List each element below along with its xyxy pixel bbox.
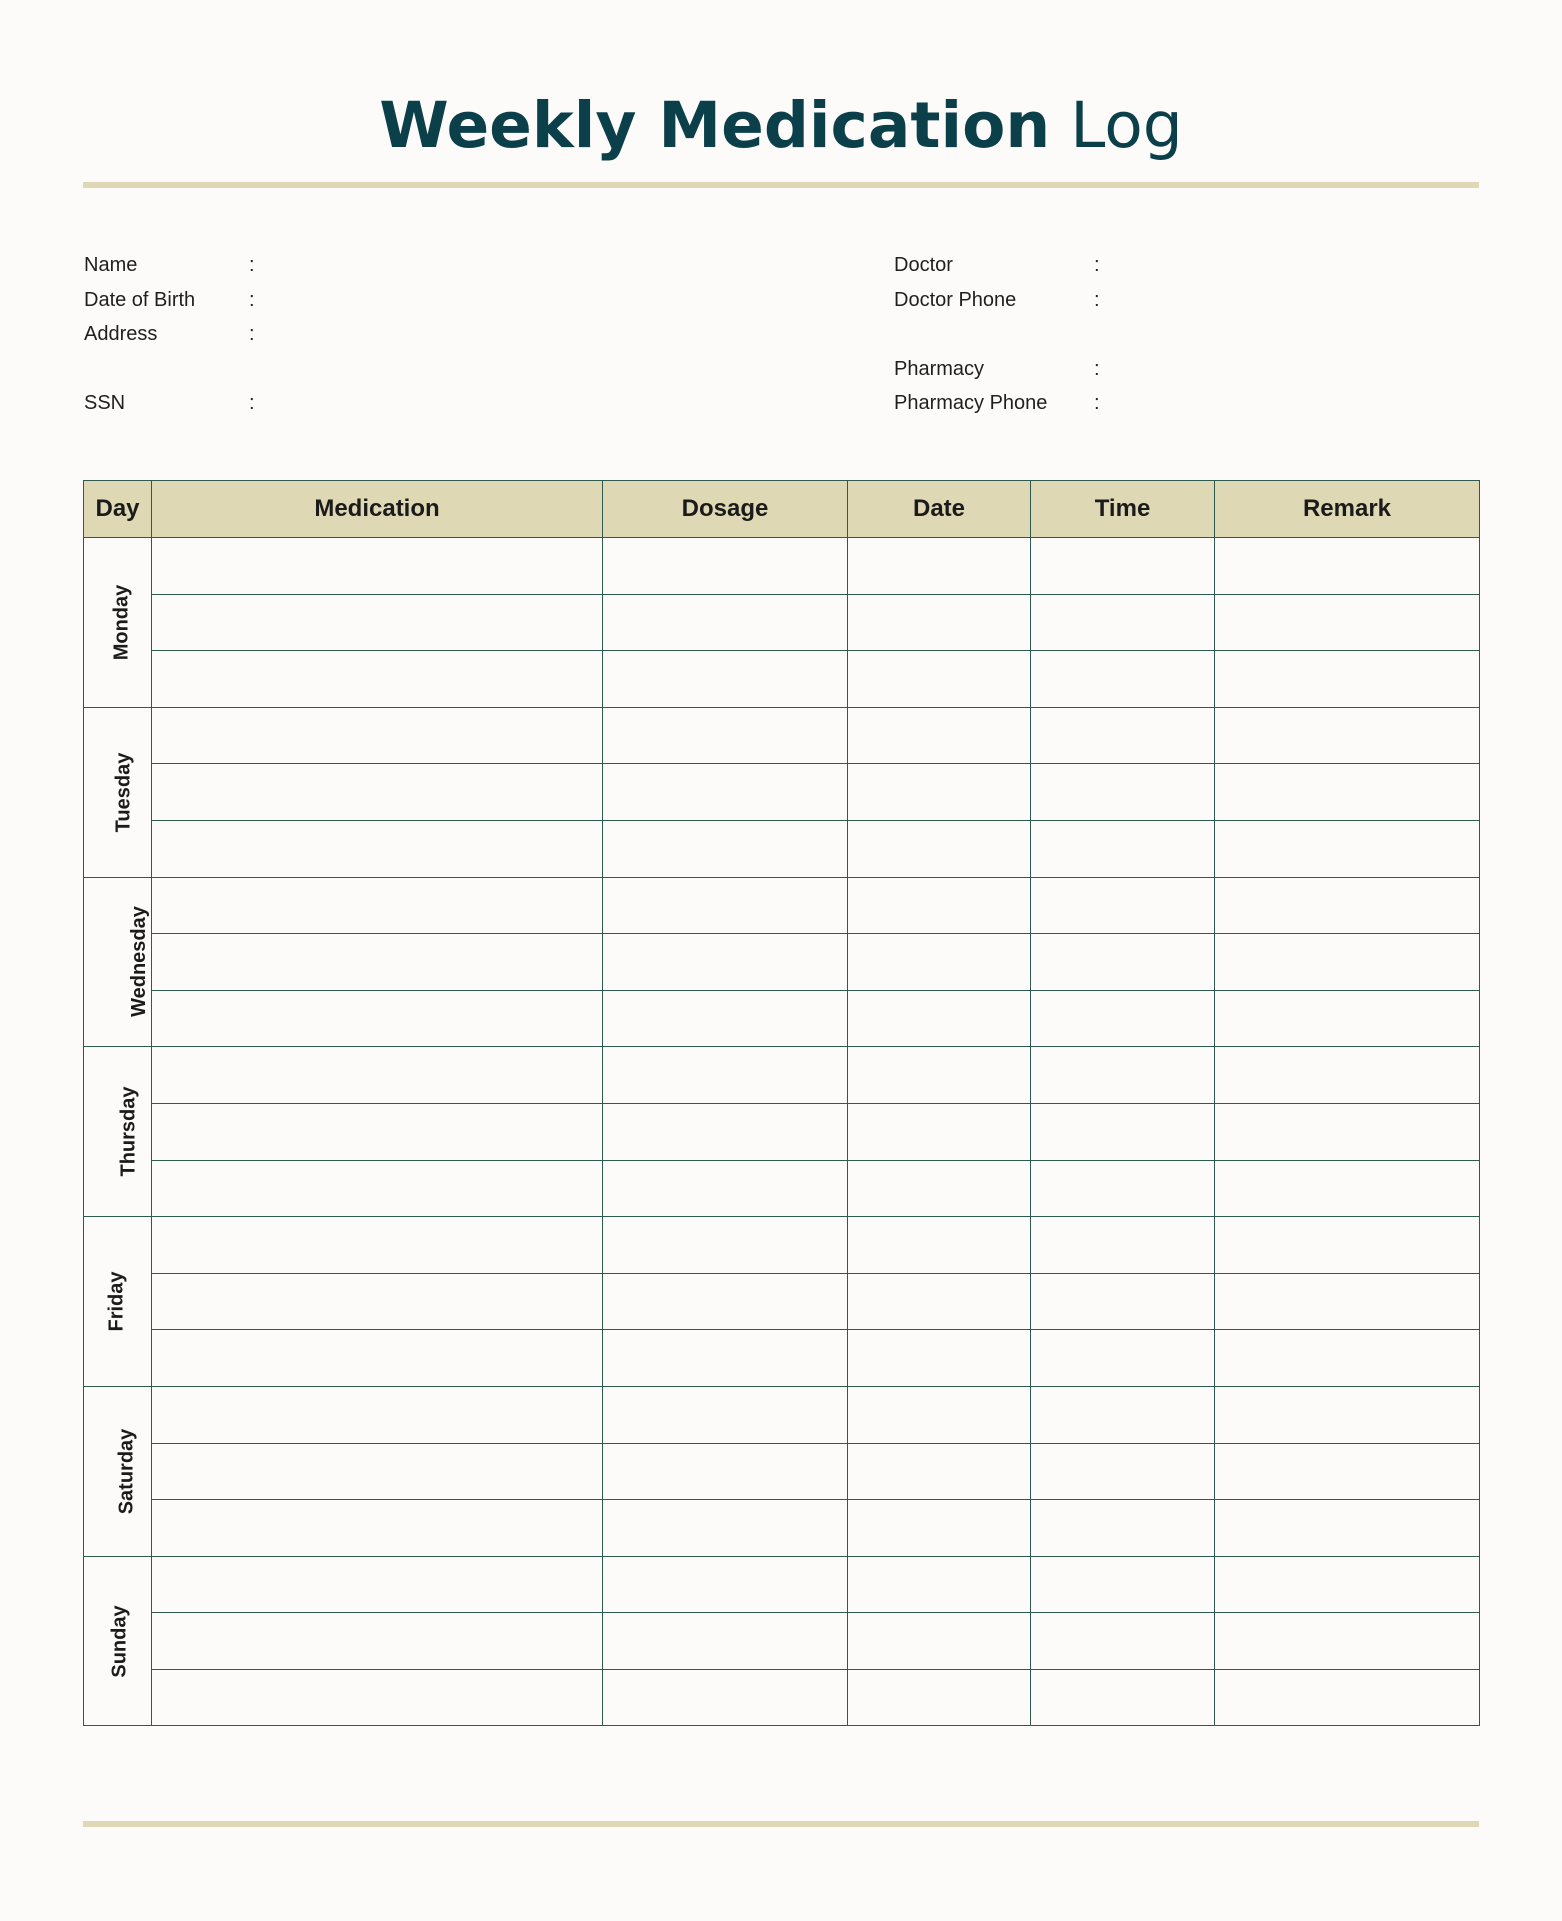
date-cell[interactable] bbox=[848, 1386, 1031, 1443]
title-light: Log bbox=[1070, 89, 1183, 162]
day-cell-saturday bbox=[84, 1386, 152, 1556]
table-row bbox=[84, 1217, 1480, 1274]
medication-cell[interactable] bbox=[152, 764, 603, 821]
info-row-doctor bbox=[894, 248, 1100, 283]
medication-cell[interactable] bbox=[152, 1217, 603, 1274]
medication-cell[interactable] bbox=[152, 1500, 603, 1557]
top-divider bbox=[83, 182, 1479, 188]
page-title bbox=[0, 88, 1562, 164]
medication-cell[interactable] bbox=[152, 820, 603, 877]
medication-cell[interactable] bbox=[152, 1160, 603, 1217]
pharmacy-label: Pharmacy bbox=[894, 357, 985, 380]
table-row bbox=[84, 877, 1480, 934]
medication-cell[interactable] bbox=[152, 990, 603, 1047]
info-row-address bbox=[84, 317, 255, 352]
time-cell[interactable] bbox=[1031, 1669, 1215, 1726]
dosage-cell[interactable] bbox=[603, 1386, 848, 1443]
table-header-row bbox=[84, 481, 1480, 538]
header-remark: Remark bbox=[1215, 481, 1480, 538]
remark-cell[interactable] bbox=[1215, 1103, 1480, 1160]
ssn-colon: : bbox=[249, 392, 255, 414]
table-row bbox=[84, 651, 1480, 708]
remark-cell[interactable] bbox=[1215, 538, 1480, 595]
day-label: Sunday bbox=[108, 1604, 131, 1678]
time-cell[interactable] bbox=[1031, 1443, 1215, 1500]
table-row bbox=[84, 1103, 1480, 1160]
time-cell[interactable] bbox=[1031, 764, 1215, 821]
medication-cell[interactable] bbox=[152, 877, 603, 934]
info-row-ssn bbox=[84, 386, 255, 421]
header-medication: Medication bbox=[152, 481, 603, 538]
remark-cell[interactable] bbox=[1215, 1330, 1480, 1387]
time-cell[interactable] bbox=[1031, 877, 1215, 934]
medication-log-table bbox=[83, 480, 1480, 1726]
time-cell[interactable] bbox=[1031, 1386, 1215, 1443]
dosage-cell[interactable] bbox=[603, 1160, 848, 1217]
date-cell[interactable] bbox=[848, 1443, 1031, 1500]
remark-cell[interactable] bbox=[1215, 764, 1480, 821]
medication-cell[interactable] bbox=[152, 538, 603, 595]
date-cell[interactable] bbox=[848, 934, 1031, 991]
table-row bbox=[84, 538, 1480, 595]
dosage-cell[interactable] bbox=[603, 1273, 848, 1330]
medication-cell[interactable] bbox=[152, 1443, 603, 1500]
table-row bbox=[84, 820, 1480, 877]
table-row bbox=[84, 1500, 1480, 1557]
doctor-label: Doctor bbox=[894, 254, 953, 276]
title-bold: Weekly Medication bbox=[379, 89, 1051, 162]
table-row bbox=[84, 1330, 1480, 1387]
pharmacy-phone-label: Pharmacy Phone bbox=[894, 392, 1048, 414]
pharmacy-phone-colon: : bbox=[1094, 392, 1100, 414]
time-cell[interactable] bbox=[1031, 820, 1215, 877]
day-cell-sunday bbox=[84, 1556, 152, 1726]
doctor-phone-label: Doctor Phone bbox=[894, 288, 1017, 311]
date-cell[interactable] bbox=[848, 1273, 1031, 1330]
day-label: Friday bbox=[106, 1271, 128, 1332]
dob-colon: : bbox=[249, 288, 255, 311]
time-cell[interactable] bbox=[1031, 594, 1215, 651]
table-row bbox=[84, 1047, 1480, 1104]
day-cell-tuesday bbox=[84, 707, 152, 877]
date-cell[interactable] bbox=[848, 1500, 1031, 1557]
date-cell[interactable] bbox=[848, 764, 1031, 821]
table-row bbox=[84, 1273, 1480, 1330]
medication-cell[interactable] bbox=[152, 1556, 603, 1613]
time-cell[interactable] bbox=[1031, 707, 1215, 764]
date-cell[interactable] bbox=[848, 538, 1031, 595]
dosage-cell[interactable] bbox=[603, 877, 848, 934]
date-cell[interactable] bbox=[848, 877, 1031, 934]
remark-cell[interactable] bbox=[1215, 651, 1480, 708]
dosage-cell[interactable] bbox=[603, 1217, 848, 1274]
day-cell-monday bbox=[84, 538, 152, 708]
date-cell[interactable] bbox=[848, 1047, 1031, 1104]
remark-cell[interactable] bbox=[1215, 1669, 1480, 1726]
bottom-divider bbox=[83, 1821, 1479, 1827]
info-spacer bbox=[84, 352, 195, 387]
pharmacy-colon: : bbox=[1094, 357, 1100, 380]
medication-cell[interactable] bbox=[152, 1330, 603, 1387]
remark-cell[interactable] bbox=[1215, 1160, 1480, 1217]
day-cell-wednesday bbox=[84, 877, 152, 1047]
name-colon: : bbox=[249, 254, 255, 276]
date-cell[interactable] bbox=[848, 1669, 1031, 1726]
info-row-pharmacy bbox=[894, 352, 1100, 387]
remark-cell[interactable] bbox=[1215, 1556, 1480, 1613]
day-cell-friday bbox=[84, 1217, 152, 1387]
table-row bbox=[84, 1613, 1480, 1670]
table-row bbox=[84, 594, 1480, 651]
header-date: Date bbox=[848, 481, 1031, 538]
table-row bbox=[84, 1386, 1480, 1443]
table-body bbox=[84, 538, 1480, 1726]
medication-cell[interactable] bbox=[152, 1273, 603, 1330]
dosage-cell[interactable] bbox=[603, 594, 848, 651]
table-row bbox=[84, 990, 1480, 1047]
medication-cell[interactable] bbox=[152, 934, 603, 991]
time-cell[interactable] bbox=[1031, 1556, 1215, 1613]
dosage-cell[interactable] bbox=[603, 1500, 848, 1557]
dosage-cell[interactable] bbox=[603, 764, 848, 821]
time-cell[interactable] bbox=[1031, 1217, 1215, 1274]
medication-cell[interactable] bbox=[152, 594, 603, 651]
table-row bbox=[84, 764, 1480, 821]
remark-cell[interactable] bbox=[1215, 1443, 1480, 1500]
medication-cell[interactable] bbox=[152, 1103, 603, 1160]
medication-cell[interactable] bbox=[152, 1613, 603, 1670]
remark-cell[interactable] bbox=[1215, 1273, 1480, 1330]
remark-cell[interactable] bbox=[1215, 1500, 1480, 1557]
date-cell[interactable] bbox=[848, 651, 1031, 708]
date-cell[interactable] bbox=[848, 707, 1031, 764]
remark-cell[interactable] bbox=[1215, 1217, 1480, 1274]
dosage-cell[interactable] bbox=[603, 651, 848, 708]
dosage-cell[interactable] bbox=[603, 1556, 848, 1613]
time-cell[interactable] bbox=[1031, 1330, 1215, 1387]
remark-cell[interactable] bbox=[1215, 1613, 1480, 1670]
time-cell[interactable] bbox=[1031, 1613, 1215, 1670]
name-label: Name bbox=[84, 254, 138, 276]
dosage-cell[interactable] bbox=[603, 1443, 848, 1500]
day-label: Tuesday bbox=[112, 752, 135, 833]
dosage-cell[interactable] bbox=[603, 707, 848, 764]
medication-cell[interactable] bbox=[152, 707, 603, 764]
date-cell[interactable] bbox=[848, 1160, 1031, 1217]
date-cell[interactable] bbox=[848, 1556, 1031, 1613]
date-cell[interactable] bbox=[848, 820, 1031, 877]
date-cell[interactable] bbox=[848, 1103, 1031, 1160]
table-row bbox=[84, 934, 1480, 991]
day-label: Thursday bbox=[117, 1086, 140, 1177]
patient-info-left bbox=[84, 248, 255, 421]
dosage-cell[interactable] bbox=[603, 1330, 848, 1387]
table-row bbox=[84, 1443, 1480, 1500]
medication-cell[interactable] bbox=[152, 1047, 603, 1104]
dosage-cell[interactable] bbox=[603, 1613, 848, 1670]
remark-cell[interactable] bbox=[1215, 1047, 1480, 1104]
dob-label: Date of Birth bbox=[84, 288, 196, 311]
dosage-cell[interactable] bbox=[603, 820, 848, 877]
remark-cell[interactable] bbox=[1215, 877, 1480, 934]
date-cell[interactable] bbox=[848, 1330, 1031, 1387]
dosage-cell[interactable] bbox=[603, 990, 848, 1047]
dosage-cell[interactable] bbox=[603, 934, 848, 991]
time-cell[interactable] bbox=[1031, 1047, 1215, 1104]
remark-cell[interactable] bbox=[1215, 934, 1480, 991]
info-row-pharmacy-phone bbox=[894, 386, 1100, 421]
address-label: Address bbox=[84, 323, 158, 345]
remark-cell[interactable] bbox=[1215, 707, 1480, 764]
medication-cell[interactable] bbox=[152, 1669, 603, 1726]
remark-cell[interactable] bbox=[1215, 820, 1480, 877]
address-colon: : bbox=[249, 323, 255, 345]
time-cell[interactable] bbox=[1031, 990, 1215, 1047]
table-row bbox=[84, 707, 1480, 764]
doctor-phone-colon: : bbox=[1094, 288, 1100, 311]
remark-cell[interactable] bbox=[1215, 990, 1480, 1047]
time-cell[interactable] bbox=[1031, 1500, 1215, 1557]
time-cell[interactable] bbox=[1031, 651, 1215, 708]
day-cell-thursday bbox=[84, 1047, 152, 1217]
patient-info-right bbox=[894, 248, 1100, 421]
doctor-colon: : bbox=[1094, 254, 1100, 276]
ssn-label: SSN bbox=[84, 392, 126, 414]
day-label: Monday bbox=[110, 584, 133, 661]
dosage-cell[interactable] bbox=[603, 1047, 848, 1104]
date-cell[interactable] bbox=[848, 1217, 1031, 1274]
time-cell[interactable] bbox=[1031, 1103, 1215, 1160]
info-row-doctor-phone bbox=[894, 283, 1100, 318]
dosage-cell[interactable] bbox=[603, 1103, 848, 1160]
info-row-dob bbox=[84, 283, 255, 318]
time-cell[interactable] bbox=[1031, 1273, 1215, 1330]
table-row bbox=[84, 1669, 1480, 1726]
dosage-cell[interactable] bbox=[603, 538, 848, 595]
date-cell[interactable] bbox=[848, 594, 1031, 651]
time-cell[interactable] bbox=[1031, 934, 1215, 991]
date-cell[interactable] bbox=[848, 990, 1031, 1047]
medication-cell[interactable] bbox=[152, 1386, 603, 1443]
day-label: Wednesday bbox=[127, 906, 150, 1018]
remark-cell[interactable] bbox=[1215, 594, 1480, 651]
remark-cell[interactable] bbox=[1215, 1386, 1480, 1443]
table-row bbox=[84, 1160, 1480, 1217]
header-dosage: Dosage bbox=[603, 481, 848, 538]
day-label: Saturday bbox=[115, 1428, 138, 1515]
header-day: Day bbox=[84, 481, 152, 538]
medication-cell[interactable] bbox=[152, 651, 603, 708]
header-time: Time bbox=[1031, 481, 1215, 538]
time-cell[interactable] bbox=[1031, 1160, 1215, 1217]
table-row bbox=[84, 1556, 1480, 1613]
dosage-cell[interactable] bbox=[603, 1669, 848, 1726]
info-row-name bbox=[84, 248, 255, 283]
date-cell[interactable] bbox=[848, 1613, 1031, 1670]
info-spacer bbox=[894, 317, 1047, 352]
time-cell[interactable] bbox=[1031, 538, 1215, 595]
